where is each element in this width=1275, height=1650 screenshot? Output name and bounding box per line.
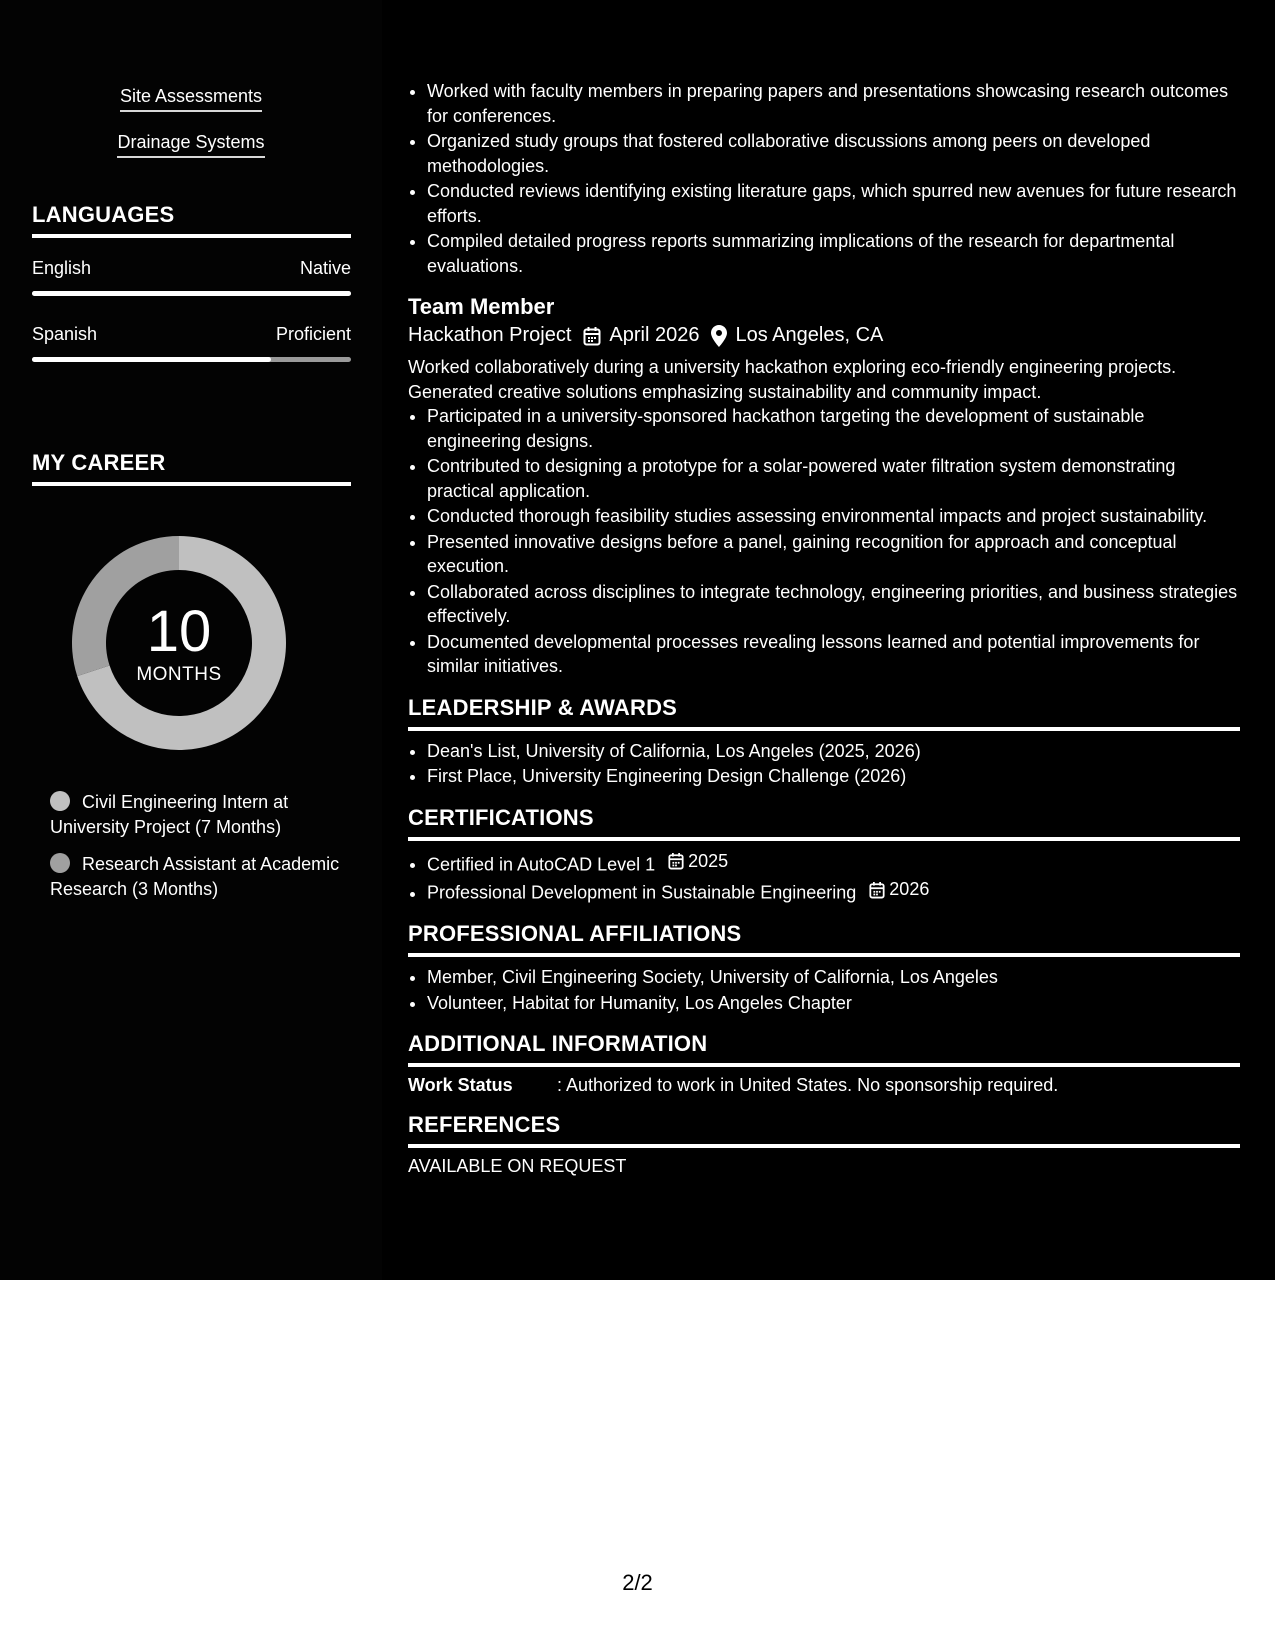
language-level: Native bbox=[299, 258, 351, 278]
job-date: April 2026 bbox=[609, 324, 700, 346]
job-org: Hackathon Project bbox=[408, 324, 572, 346]
bullet-item: • Conducted reviews identifying existing literature gaps, which spurred new avenues for future research efforts. bbox=[427, 179, 1240, 228]
career-total-number: 10 bbox=[146, 599, 212, 664]
research-bullets bbox=[408, 79, 1240, 278]
certifications-list bbox=[408, 849, 1240, 906]
language-level: Proficient bbox=[275, 324, 351, 344]
legend-dot-icon bbox=[50, 791, 70, 811]
leadership-list bbox=[408, 739, 1240, 789]
work-status bbox=[408, 1075, 1240, 1096]
bullet-item: • Worked with faculty members in preparing papers and presentations showcasing research outcomes for conferences. bbox=[427, 79, 1240, 128]
language-item bbox=[32, 258, 351, 296]
calendar-icon bbox=[583, 326, 601, 346]
career-legend bbox=[50, 790, 350, 914]
skill-item: Drainage Systems bbox=[117, 132, 264, 158]
languages-section bbox=[32, 202, 351, 362]
certification-name: Professional Development in Sustainable Engineering bbox=[427, 882, 857, 903]
legend-dot-icon bbox=[50, 853, 70, 873]
career-legend-item bbox=[50, 790, 350, 840]
certification-year: 2026 bbox=[889, 879, 930, 900]
language-bar-fill bbox=[32, 357, 271, 362]
job-meta bbox=[408, 324, 1240, 347]
references-text: AVAILABLE ON REQUEST bbox=[408, 1156, 627, 1176]
affiliations-title: PROFESSIONAL AFFILIATIONS bbox=[408, 921, 1240, 957]
sidebar bbox=[0, 0, 382, 1280]
certification-item bbox=[427, 877, 1240, 905]
language-bar-fill bbox=[32, 291, 351, 296]
career-donut bbox=[66, 530, 292, 756]
language-name: Spanish bbox=[32, 324, 98, 344]
leadership-title: LEADERSHIP & AWARDS bbox=[408, 695, 1240, 731]
award-item: • Dean's List, University of California, Los Angeles (2025, 2026) bbox=[427, 739, 1240, 764]
job-description: Worked collaboratively during a university hackathon exploring eco-friendly engineering projects. Generated creative solutions emphasizing sustainability and community impact. bbox=[408, 357, 1177, 402]
bullet-item: • Compiled detailed progress reports summarizing implications of the research for departmental evaluations. bbox=[427, 229, 1240, 278]
language-bar bbox=[32, 291, 351, 296]
languages-title: LANGUAGES bbox=[32, 202, 351, 238]
bullet-item: • Contributed to designing a prototype for a solar-powered water filtration system demonstrating practical application. bbox=[427, 454, 1240, 503]
job-bullets bbox=[408, 404, 1240, 679]
certification-name: Certified in AutoCAD Level 1 bbox=[427, 853, 656, 874]
language-bar bbox=[32, 357, 351, 362]
calendar-icon bbox=[668, 852, 684, 870]
certification-year: 2025 bbox=[688, 850, 729, 871]
work-status-label: Work Status bbox=[408, 1075, 513, 1095]
bullet-item: • Participated in a university-sponsored hackathon targeting the development of sustainable engineering designs. bbox=[427, 404, 1240, 453]
career-legend-label: Civil Engineering Intern at University Project (7 Months) bbox=[50, 792, 289, 837]
bullet-item: • Organized study groups that fostered collaborative discussions among peers on developed methodologies. bbox=[427, 129, 1240, 178]
affiliation-item: • Member, Civil Engineering Society, University of California, Los Angeles bbox=[427, 965, 1240, 990]
additional-info-title: ADDITIONAL INFORMATION bbox=[408, 1031, 1240, 1067]
career-legend-item bbox=[50, 852, 350, 902]
certification-item bbox=[427, 849, 1240, 877]
bullet-item: • Documented developmental processes revealing lessons learned and potential improvements for similar initiatives. bbox=[427, 630, 1240, 679]
skill-item: Site Assessments bbox=[120, 86, 262, 112]
job-title: Team Member bbox=[408, 294, 555, 319]
skills-list bbox=[0, 86, 382, 178]
main-content bbox=[408, 0, 1240, 1177]
career-legend-label: Research Assistant at Academic Research (3 Months) bbox=[50, 854, 340, 899]
career-section bbox=[32, 450, 351, 486]
language-item bbox=[32, 324, 351, 362]
bullet-item: • Conducted thorough feasibility studies assessing environmental impacts and project sustainability. bbox=[427, 504, 1240, 529]
job-location: Los Angeles, CA bbox=[735, 324, 884, 346]
bullet-item: • Collaborated across disciplines to integrate technology, engineering priorities, and business strategies effectively. bbox=[427, 580, 1240, 629]
calendar-icon bbox=[869, 881, 885, 899]
references-title: REFERENCES bbox=[408, 1112, 1240, 1148]
certifications-title: CERTIFICATIONS bbox=[408, 805, 1240, 841]
affiliation-item: • Volunteer, Habitat for Humanity, Los Angeles Chapter bbox=[427, 991, 1240, 1016]
career-title: MY CAREER bbox=[32, 450, 351, 486]
bullet-item: • Presented innovative designs before a panel, gaining recognition for approach and conceptual execution. bbox=[427, 530, 1240, 579]
award-item: • First Place, University Engineering Design Challenge (2026) bbox=[427, 764, 1240, 789]
language-name: English bbox=[32, 258, 92, 278]
page-number: 2/2 bbox=[622, 1570, 653, 1595]
career-total-unit: MONTHS bbox=[136, 664, 222, 685]
work-status-value: : Authorized to work in United States. No sponsorship required. bbox=[557, 1075, 1059, 1095]
location-pin-icon bbox=[711, 325, 727, 347]
affiliations-list bbox=[408, 965, 1240, 1015]
